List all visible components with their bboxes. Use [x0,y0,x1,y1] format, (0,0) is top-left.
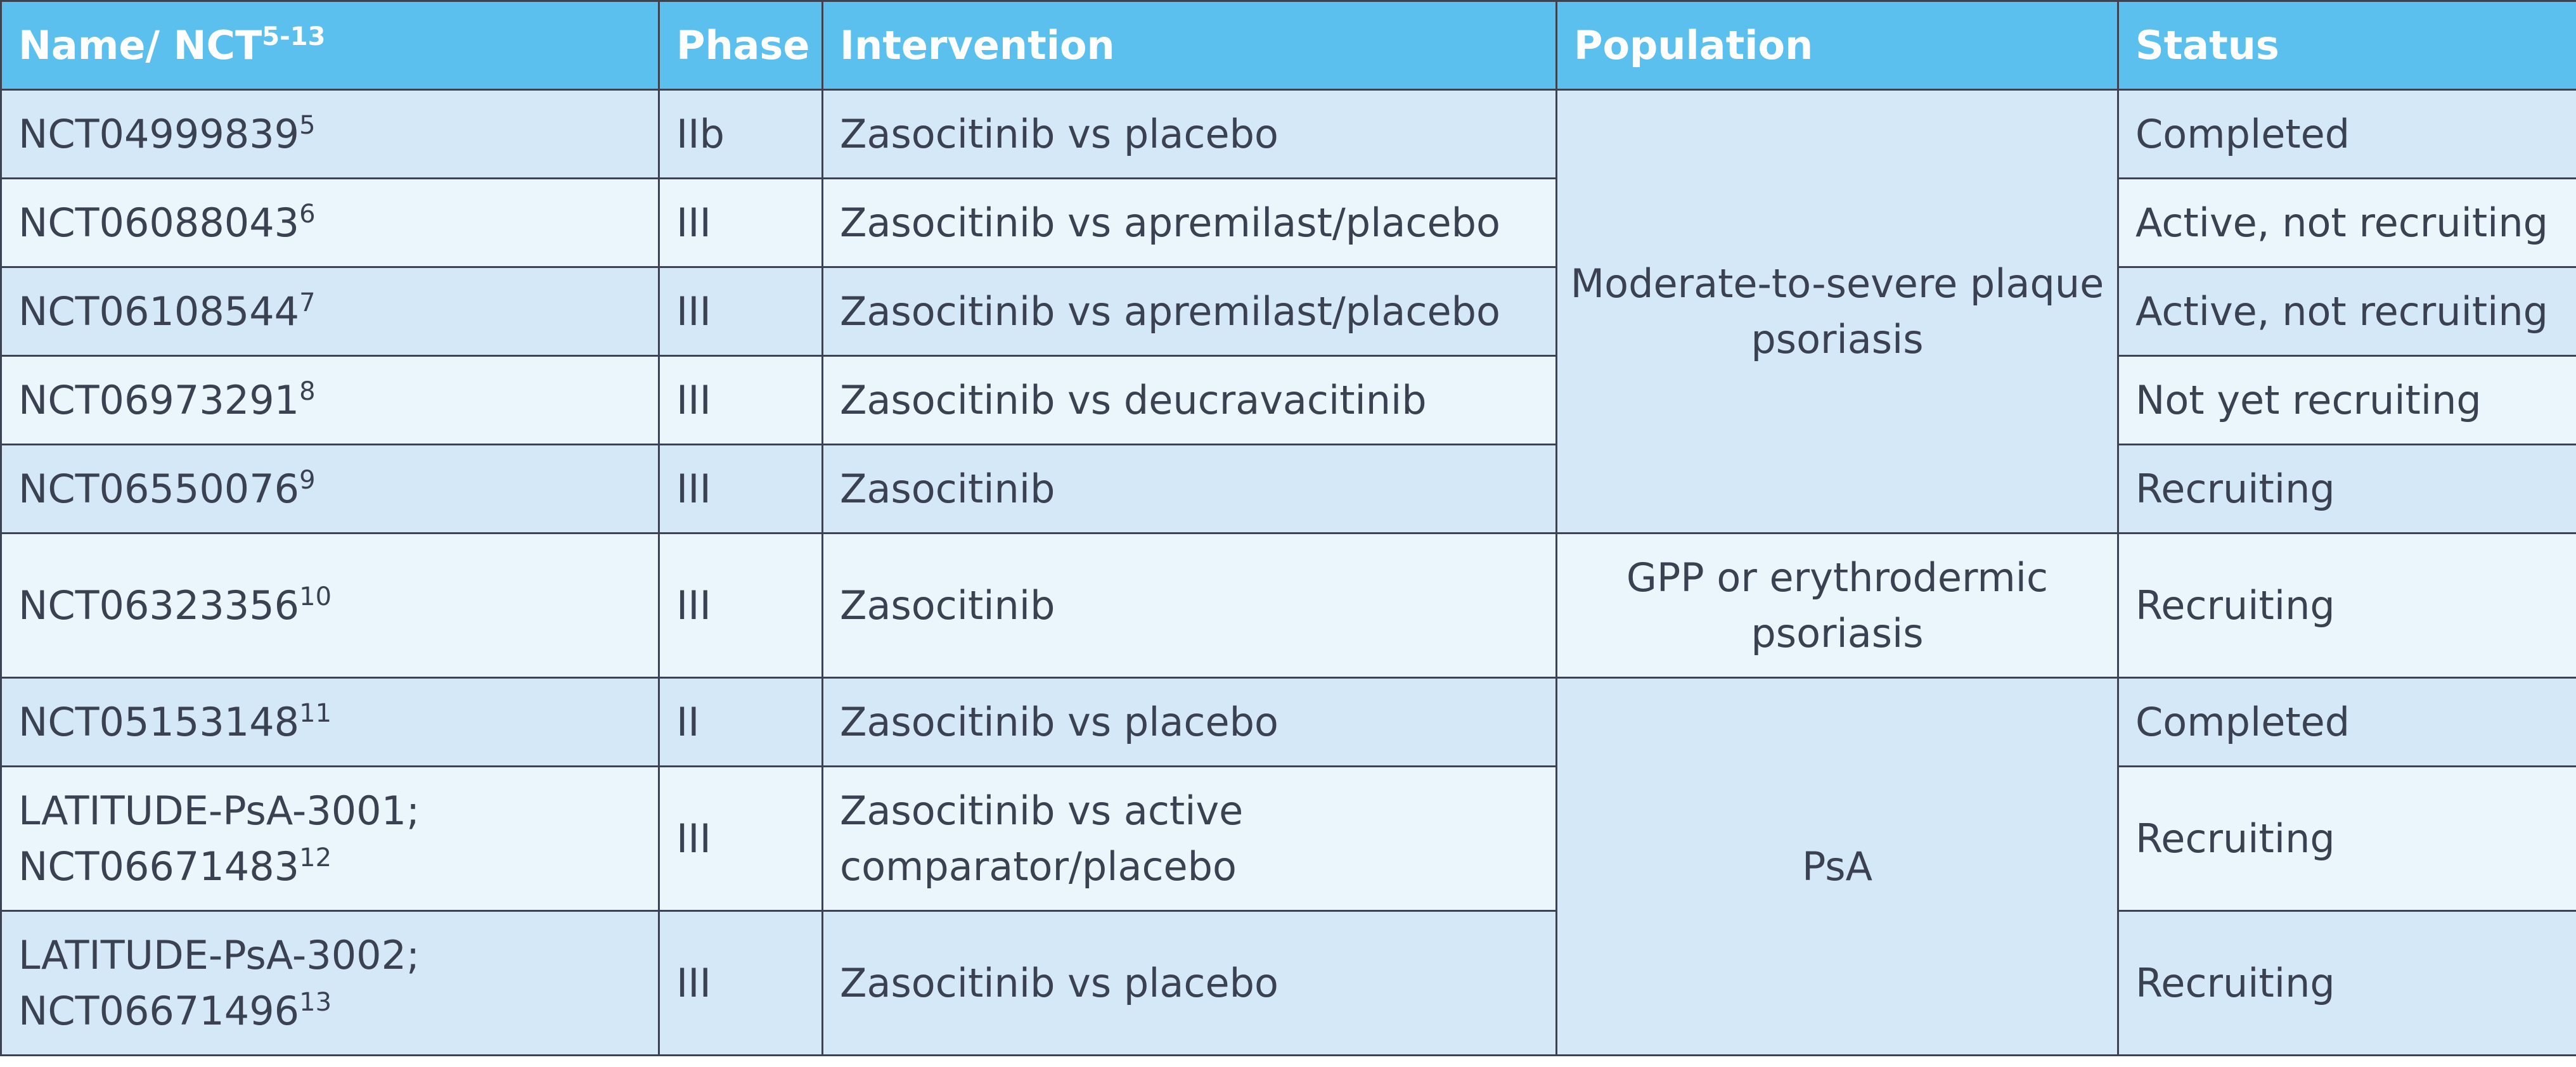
table-row [1,356,2576,445]
reference-superscript: 8 [299,376,316,406]
table-row [1,534,2576,678]
table-row [1,179,2576,267]
header-name [1,1,659,90]
intervention-cell: Zasocitinib vs apremilast/placebo [823,179,1557,267]
status-cell: Recruiting [2118,911,2576,1056]
status-cell: Active, not recruiting [2118,179,2576,267]
intervention-cell: Zasocitinib vs placebo [823,678,1557,767]
intervention-cell: Zasocitinib vs apremilast/placebo [823,267,1557,356]
reference-superscript: 11 [299,698,332,728]
intervention-cell: Zasocitinib vs deucravacitinib [823,356,1557,445]
table-row [1,678,2576,767]
intervention-cell: Zasocitinib vs placebo [823,90,1557,179]
status-cell: Recruiting [2118,767,2576,911]
trial-id: NCT06671496 [18,987,300,1034]
trial-name-cell [1,90,659,179]
phase-cell: III [659,445,823,534]
phase-cell: III [659,534,823,678]
phase-cell: IIb [659,90,823,179]
population-cell-gpp [1557,534,2118,678]
header-status: Status [2118,1,2576,90]
trial-id: NCT06671483 [18,843,300,890]
status-cell: Completed [2118,90,2576,179]
population-line: psoriasis [1751,316,1924,362]
population-line: Moderate-to-severe plaque [1570,260,2104,307]
trial-acronym: LATITUDE-PsA-3002; [18,931,420,978]
header-name-superscript: 5-13 [262,22,326,51]
table-row [1,267,2576,356]
trial-name-cell [1,911,659,1056]
intervention-line: comparator/placebo [840,843,1237,890]
intervention-cell: Zasocitinib vs placebo [823,911,1557,1056]
table-row [1,767,2576,911]
phase-cell: III [659,179,823,267]
phase-cell: III [659,767,823,911]
trial-id: NCT06088043 [18,199,300,246]
table-row [1,90,2576,179]
intervention-cell [823,767,1557,911]
reference-superscript: 7 [299,288,316,317]
reference-superscript: 6 [299,199,316,229]
trial-id: NCT06973291 [18,376,300,423]
population-cell-psa: PsA [1557,678,2118,1056]
phase-cell: III [659,356,823,445]
phase-cell: III [659,267,823,356]
phase-cell: II [659,678,823,767]
status-cell: Not yet recruiting [2118,356,2576,445]
table-row [1,911,2576,1056]
reference-superscript: 10 [299,582,332,611]
status-cell: Completed [2118,678,2576,767]
status-cell: Recruiting [2118,445,2576,534]
trial-name-cell [1,356,659,445]
table-row [1,445,2576,534]
reference-superscript: 9 [299,465,316,495]
trial-id: NCT04999839 [18,110,300,157]
header-name-label: Name/ NCT [18,22,262,68]
phase-cell: III [659,911,823,1056]
intervention-cell: Zasocitinib [823,534,1557,678]
trial-id: NCT06323356 [18,582,300,629]
trial-id: NCT06550076 [18,465,300,512]
trial-name-cell [1,534,659,678]
trial-acronym: LATITUDE-PsA-3001; [18,787,420,834]
header-row [1,1,2576,90]
trial-name-cell [1,678,659,767]
population-line: GPP or erythrodermic [1626,554,2049,601]
reference-superscript: 12 [299,843,332,872]
trial-name-cell [1,445,659,534]
intervention-cell: Zasocitinib [823,445,1557,534]
reference-superscript: 5 [299,110,316,140]
header-intervention: Intervention [823,1,1557,90]
trial-name-cell [1,179,659,267]
population-line: psoriasis [1751,610,1924,656]
status-cell: Active, not recruiting [2118,267,2576,356]
trial-id: NCT06108544 [18,288,300,335]
header-phase: Phase [659,1,823,90]
status-cell: Recruiting [2118,534,2576,678]
trial-id: NCT05153148 [18,698,300,745]
intervention-line: Zasocitinib vs active [840,787,1244,834]
reference-superscript: 13 [299,987,332,1017]
header-population: Population [1557,1,2118,90]
population-cell-plaque-psoriasis [1557,90,2118,534]
trial-name-cell [1,767,659,911]
trial-name-cell [1,267,659,356]
